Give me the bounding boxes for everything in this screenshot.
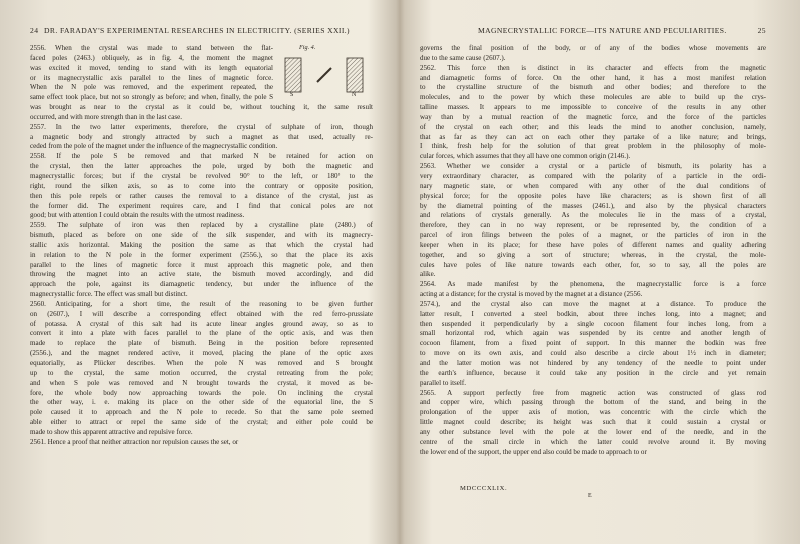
text-line: able either to attract or repel the same side of the crystal; and either pole could be [30, 418, 373, 427]
text-line: parallel to itself. [420, 378, 466, 387]
text-line: equatorially, as Plücker describes. When the pole N was removed and S brought [30, 359, 373, 367]
text-line: 2563. Whether we consider a crystal or a particle of bismuth, its polarity has a [420, 162, 766, 171]
text-line: molecules, and to the power by which these molecules are able to build up the crys- [420, 93, 766, 102]
text-line: I think, fresh help for the solution of that great problem in the philosophy of mole- [420, 142, 766, 151]
text-line: cocoon filament, from a fixed point of support. In this manner the bodkin was free [420, 339, 766, 348]
figure-caption: Fig. 4. [299, 44, 316, 51]
text-line: was brought as near to the crystal as it could be, without touching it, the same result [30, 103, 373, 112]
text-line: 2560. Anticipating, for a short time, the result of the reasoning to be given further [30, 299, 373, 308]
text-line: 2565. A support perfectly free from magnetic action was constructed of glass rod [420, 388, 766, 397]
text-line: of potassa. A crystal of this salt had its acute linear angles ground away, so as to [30, 319, 373, 328]
text-line: 2559. The sulphate of iron was then replaced by a crystalline plate (2480.) of [30, 221, 373, 230]
text-line: fore, the whole body now approaching towards the pole. On inclining the crystal [30, 388, 373, 397]
text-line: made to replace the plate of bismuth. Being in the position before represented [30, 339, 373, 348]
text-line: pole caused it to approach and the N pole to recede. So that the same pole seemed [30, 408, 373, 417]
pole-s-label: S [290, 92, 294, 98]
text-line: magnecrystallic force. The effect was small but distinct. [30, 290, 188, 299]
text-line: the former did. The experiment requires care, and I find that conical poles are not [30, 201, 373, 210]
text-line: to move on its own axis, and could also describe a circle about 1½ inch in diameter; [420, 349, 766, 358]
text-line: stallic axis horizontal. Making the position the same as that which the crystal had [30, 240, 373, 249]
text-line: physical force; for the opposite poles have like characters; as is shown first of all [420, 191, 766, 200]
text-line: that as far as they can act on each other they partake of a like nature; and brings, [420, 132, 766, 141]
text-line: up to the crystal, the same motion occurred, the crystal retreating from the pole; [30, 368, 373, 377]
text-line: a magnetic body and strongly attracted by such a magnet as that used, actually re- [30, 132, 373, 141]
text-line: the lower end of the support, the upper end also could be made to approach to or [420, 447, 647, 456]
text-line: magnecrystallic forces; but if the crystal be revolved 90° to the left, or 180° to the [30, 171, 373, 180]
text-line: keeper when in its place; for these have poles of different names and quality adhering [420, 240, 766, 249]
text-line: 2562. This force then is distinct in its character and effects from the magnetic [420, 63, 766, 72]
text-line: governs the final position of the body, or of any of the bodies whose movements are [420, 44, 766, 52]
text-line: talline masses. It appears to me impossible to conceive of the results in any other [420, 103, 766, 112]
text-line: acting at a distance; for the crystal is moved by the magnet at a distance (2556. [420, 290, 643, 299]
text-line: centre of the small circle in which the latter could revolve around it. By moving [420, 437, 766, 446]
text-line: bismuth, placed as before on one side of the silk suspender, and with its magnecry- [30, 231, 373, 240]
text-line: or its magnecrystallic axis parallel to the lines of magnetic force. [30, 73, 273, 82]
text-line: and copper wire, which passing through the bottom of the stand, and being in the [420, 398, 766, 407]
left-page-text [30, 44, 373, 448]
text-line: (2556.), and the magnet rendered active, it moved, placing the plane of the optic axes [30, 349, 373, 358]
text-line: any other substance level with the pole at the lower end of the needle, and in the [420, 427, 766, 436]
text-line: made to show this apparent attractive and repulsive force. [30, 427, 193, 436]
text-line: 2564. As made manifest by the phenomena, the magnecrystallic force is a force [420, 280, 766, 289]
text-line: was excited it moved, tending to stand with its length equatorial [30, 63, 273, 72]
text-line: prolongation of the upper axis of motion, was concentric with the circle which the [420, 408, 766, 417]
text-line: 2561. Hence a proof that neither attraction nor repulsion causes the set, or [30, 437, 239, 446]
text-line: parcel of iron filings between the poles of a magnet, or the particles of iron in the [420, 231, 766, 240]
text-line: together, and so giving a sort of structure; whereas, in the crystal, the mole- [420, 250, 766, 259]
text-line: on (2607.), I will describe a corresponding effect obtained with the red ferro-prussiate [30, 309, 373, 318]
text-line: small horizontal rod, which again was suspended by its centre and another length of [420, 329, 766, 338]
right-page-text [420, 44, 766, 457]
text-line: of the crystal on each other; and this leads the mind to another conclusion, namely, [420, 122, 766, 131]
text-line: alike. [420, 270, 436, 279]
signature-year: MDCCCXLIX. [460, 485, 508, 492]
text-line: 2556. When the crystal was made to stand between the flat- [30, 44, 273, 52]
text-line: approach the pole, against its diamagnetic tendency, but under the influence of the [30, 280, 373, 289]
signature-mark [420, 485, 766, 505]
text-line: due to the same cause (2607.). [420, 53, 506, 62]
text-line: the earth's influence, because it could take any position in the circle and yet remain [420, 368, 766, 377]
text-line: latter result, I converted a steel bodkin, about three inches long, into a magnet; and [420, 309, 766, 318]
text-line: to the crystalline structure of the bismuth and other bodies; and therefore to the [420, 83, 766, 92]
text-line: therefore, they can in no way represent, or be represented by, the condition of a [420, 221, 766, 230]
text-line: and the latter motion was not hindered by any tendency of the needle to point under [420, 359, 766, 367]
text-line: and relations of crystals generally. As the molecules lie in the mass of a crystal, [420, 211, 766, 220]
text-line: throwing the magnet into an active state, the bismuth moved accordingly, and did [30, 270, 373, 279]
text-line: good; but with attention I could obtain the results with the utmost readiness. [30, 211, 245, 220]
text-line: and when S pole was removed and N brought towards the crystal, it moved as be- [30, 378, 373, 387]
left-running-head [30, 26, 373, 40]
text-line: occurred, and with more strength than in the last case. [30, 112, 183, 121]
text-line: the crystal, then the latter approaches the pole, urged by both the magnetic and [30, 162, 373, 171]
text-line: parallel to the lines of magnetic force it must approach this magnetic pole, and then [30, 260, 373, 269]
right-running-head [420, 26, 766, 40]
text-line: in relation to the N pole in the former experiment (2556.), so that the place its axis [30, 250, 373, 259]
text-line: 2558. If the pole S be removed and that marked N be retained for action on [30, 152, 373, 161]
text-line: by the diametral pointing of the masses (2461.), and also by the physical characters [420, 201, 766, 210]
text-line: and diamagnetic forms of force. On the other hand, it has a most manifest relation [420, 73, 766, 82]
text-line: faced poles (2463.) obliquely, as in fig. 4, the moment the magnet [30, 53, 273, 62]
text-line: way than by a mutual reaction of the magnetic force, and the force of the particles [420, 112, 766, 121]
signature-letter: E [588, 493, 593, 499]
text-line: nary magnetic state, or when compared with any other of the dual conditions of [420, 181, 766, 190]
right-page-number: 25 [757, 26, 766, 35]
text-line: right, round the silken axis, so as to come into the contrary or opposite position, [30, 181, 373, 190]
text-line: 2574.), and the crystal also can move the magnet at a distance. To produce the [420, 299, 766, 308]
text-line: then suspended it perpendicularly by a single cocoon filament four inches long, from a [420, 319, 766, 328]
text-line: cular forces, which assumes that they all have one common origin (2146.). [420, 152, 631, 161]
text-line: the other way, i. e. making its place on the other side of the equatorial line, the S [30, 398, 373, 407]
pole-n-label: N [352, 92, 357, 98]
text-line: convert it into a plate with faces parallel to the plane of the optic axis, and was then [30, 329, 373, 338]
text-line: ceded from the pole of the magnet under the influence of the magnecrystallic condition. [30, 142, 278, 151]
text-line: little magnet could describe; its height was such that it could sustain a crystal or [420, 418, 766, 427]
left-page-number: 24 [30, 26, 39, 35]
text-line: cules have poles of like nature towards each other, for, so to say, all the poles are [420, 260, 766, 269]
text-line: When the N pole was removed, and the experiment repeated, the [30, 83, 273, 92]
text-line: same effect took place, but not so strongly as before; and when, finally, the pole S [30, 93, 273, 102]
text-line: very extraordinary character, as compared with the polarity of a particle in the ordi- [420, 171, 766, 180]
right-running-title: MAGNECRYSTALLIC FORCE—ITS NATURE AND PECULIARITIES. [478, 26, 727, 35]
text-line: 2557. In the two latter experiments, therefore, the crystal of sulphate of iron, though [30, 122, 373, 131]
left-running-title: DR. FARADAY'S EXPERIMENTAL RESEARCHES IN ELECTRICITY. (SERIES XXII.) [44, 26, 350, 35]
text-line: then this pole repels or rather causes the removal to a distance of the crystal, just as [30, 191, 373, 200]
